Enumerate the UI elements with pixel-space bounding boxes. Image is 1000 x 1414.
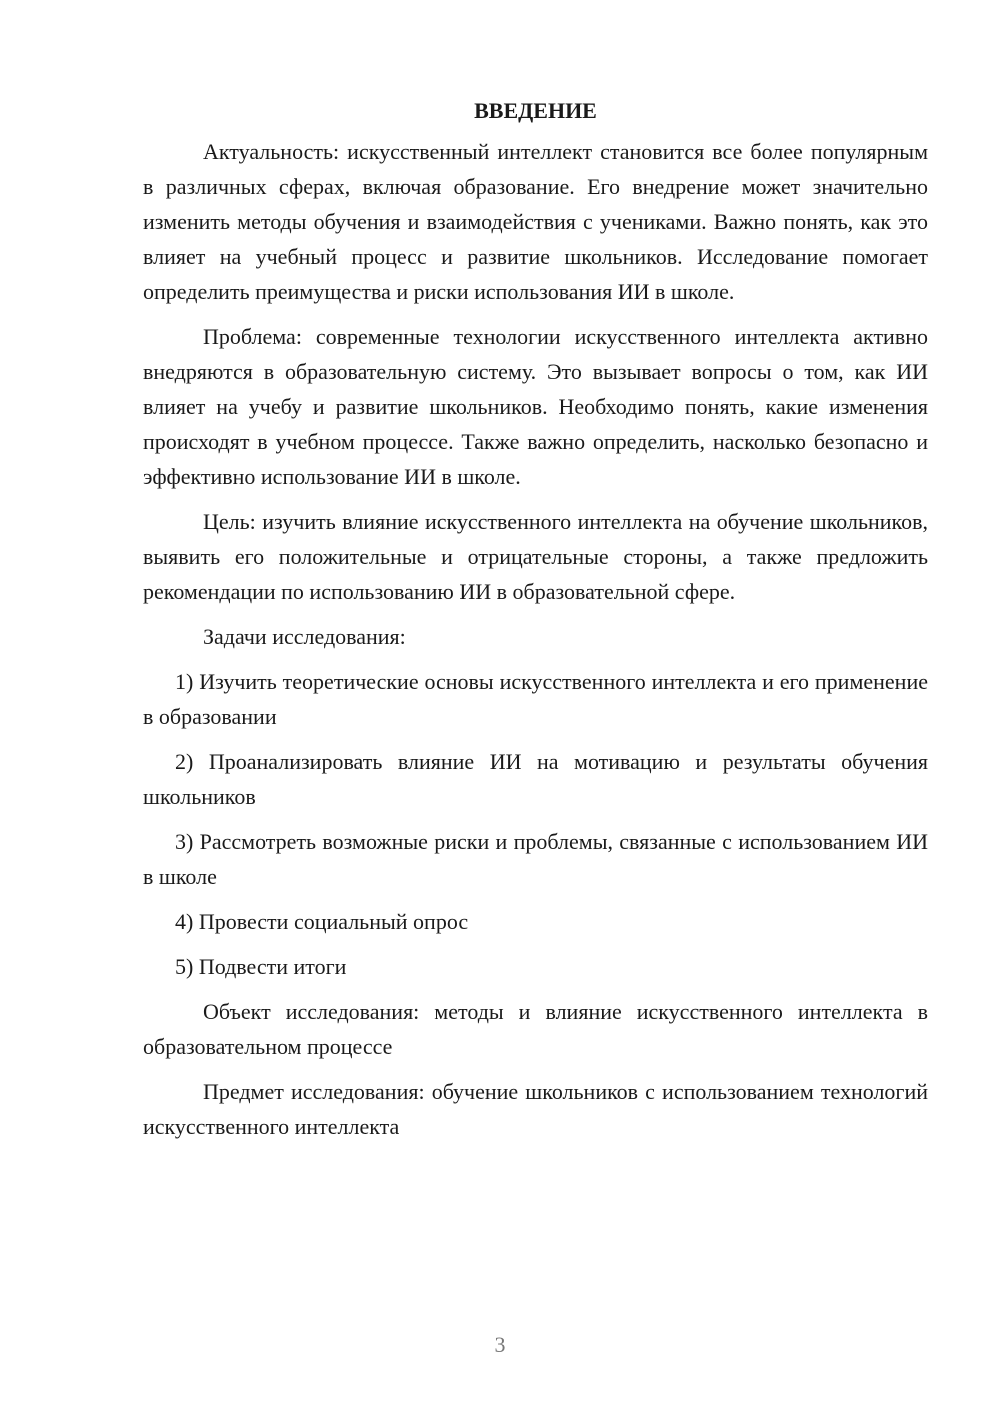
task-item: 4) Провести социальный опрос [175, 909, 469, 934]
paragraph-goal: Цель: изучить влияние искусственного интеллекта на обучение школьников, выявить его положительные и отрицательные стороны, а также предложить рекомендации по использованию ИИ в образовательной сфере. [143, 509, 928, 604]
task-item: 5) Подвести итоги [175, 954, 347, 979]
paragraph-object: Объект исследования: методы и влияние искусственного интеллекта в образовательном процессе [143, 999, 928, 1059]
task-item: 2) Проанализировать влияние ИИ на мотивацию и результаты обучения школьников [143, 749, 928, 809]
task-item: 3) Рассмотреть возможные риски и проблемы, связанные с использованием ИИ в школе [143, 829, 928, 889]
paragraph-subject: Предмет исследования: обучение школьников с использованием технологий искусственного интеллекта [143, 1079, 928, 1139]
section-title: ВВЕДЕНИЕ [474, 98, 597, 123]
page-number: 3 [494, 1332, 506, 1357]
paragraph-relevance: Актуальность: искусственный интеллект становится все более популярным в различных сферах, включая образование. Его внедрение может значительно изменить методы обучения и взаимодействия с учениками. Важно понять, как это влияет на учебный процесс и развитие школьников. Исследование помогает определить преимущества и риски использования ИИ в школе. [143, 139, 928, 304]
task-item: 1) Изучить теоретические основы искусственного интеллекта и его применение в образовании [143, 669, 928, 729]
paragraph-problem: Проблема: современные технологии искусственного интеллекта активно внедряются в образовательную систему. Это вызывает вопросы о том, как ИИ влияет на учебу и развитие школьников. Необходимо понять, какие изменения происходят в учебном процессе. Также важно определить, насколько безопасно и эффективно использование ИИ в школе. [143, 324, 928, 489]
page-content [143, 93, 928, 1154]
tasks-heading: Задачи исследования: [203, 624, 406, 649]
tasks-list [143, 664, 928, 984]
